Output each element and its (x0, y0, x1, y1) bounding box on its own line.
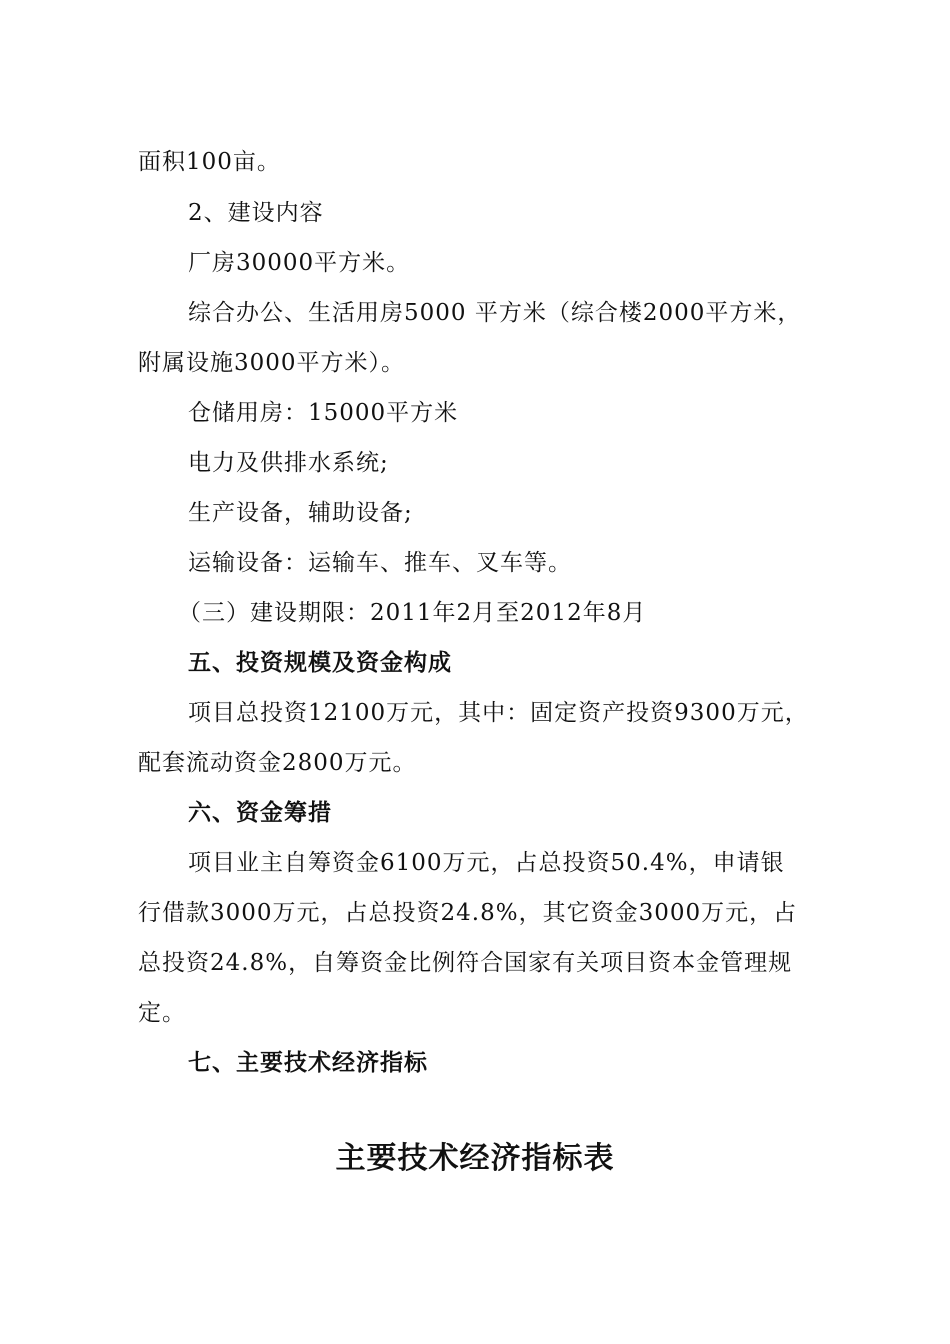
section-heading: 七、主要技术经济指标 (188, 1050, 428, 1076)
section-heading: 六、资金筹措 (188, 800, 332, 826)
subsection-heading: （三）建设期限：2011年2月至2012年8月 (178, 600, 647, 626)
paragraph-line: 行借款3000万元，占总投资24.8%，其它资金3000万元，占 (138, 900, 798, 926)
paragraph-line: 仓储用房：15000平方米 (188, 400, 459, 426)
paragraph-line: 总投资24.8%，自筹资金比例符合国家有关项目资本金管理规 (138, 950, 793, 976)
paragraph-line: 定。 (138, 1000, 186, 1026)
paragraph-line: 附属设施3000平方米）。 (138, 350, 406, 376)
paragraph-line: 面积100亩。 (138, 149, 281, 175)
paragraph-line: 厂房30000平方米。 (188, 250, 411, 276)
subsection-heading: 2、建设内容 (188, 200, 324, 226)
paragraph-line: 项目业主自筹资金6100万元，占总投资50.4%，申请银 (188, 850, 785, 876)
paragraph-line: 运输设备：运输车、推车、叉车等。 (188, 550, 572, 576)
table-title: 主要技术经济指标表 (335, 1141, 615, 1176)
paragraph-line: 项目总投资12100万元，其中：固定资产投资9300万元， (188, 700, 809, 726)
paragraph-line: 配套流动资金2800万元。 (138, 750, 417, 776)
paragraph-line: 综合办公、生活用房5000 平方米（综合楼2000平方米， (188, 300, 802, 326)
section-heading: 五、投资规模及资金构成 (188, 650, 452, 676)
paragraph-line: 生产设备，辅助设备; (188, 500, 413, 526)
paragraph-line: 电力及供排水系统; (188, 450, 389, 476)
